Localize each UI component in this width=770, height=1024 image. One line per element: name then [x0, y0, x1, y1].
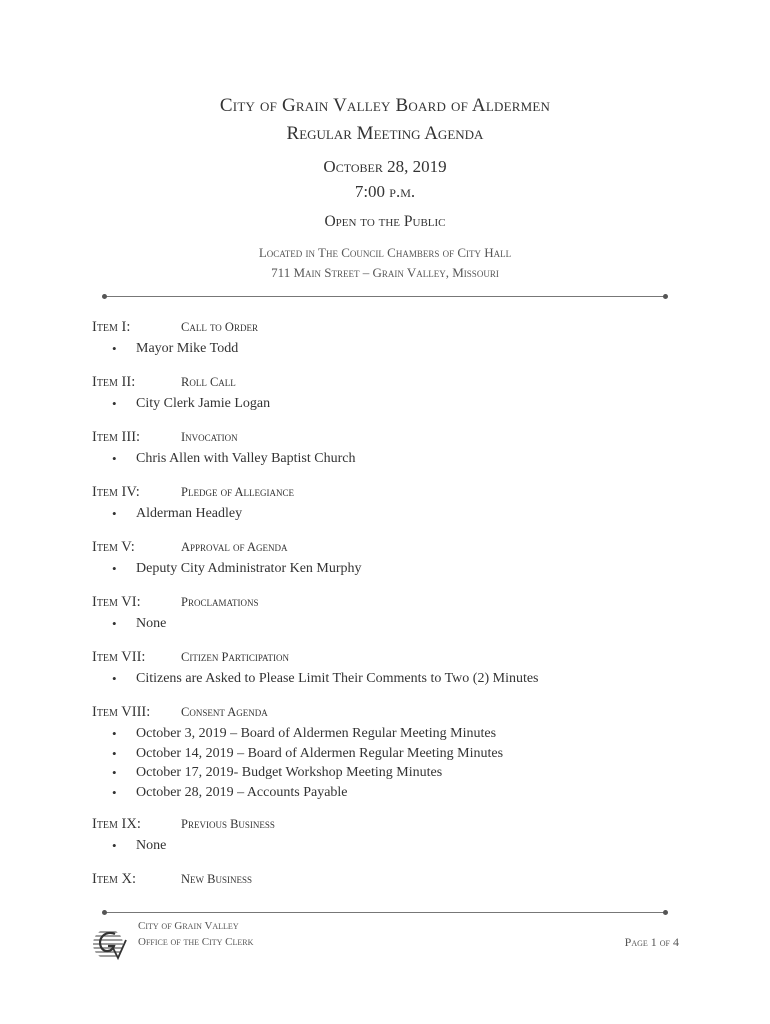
open-to-public-notice: Open to the Public [324, 213, 446, 230]
agenda-bullet: • Deputy City Administrator Ken Murphy [92, 559, 692, 579]
page-number: Page 1 of 4 [624, 935, 679, 949]
agenda-bullet: • Chris Allen with Valley Baptist Church [92, 449, 692, 469]
agenda-item [92, 319, 692, 359]
agenda-item-number: Item X: [92, 871, 137, 887]
agenda-item-number: Item I: [92, 319, 131, 335]
agenda-item-title: Pledge of Allegiance [181, 485, 295, 499]
agenda-bullet: • Citizens are Asked to Please Limit Their Comments to Two (2) Minutes [92, 669, 692, 689]
agenda-bullet: • October 17, 2019- Budget Workshop Meeting Minutes [92, 763, 692, 783]
agenda-item-title: Consent Agenda [181, 705, 268, 719]
agenda-item [92, 539, 692, 579]
agenda-item-title: Proclamations [181, 595, 259, 609]
document-subtitle: Regular Meeting Agenda [286, 123, 484, 144]
agenda-item [92, 374, 692, 414]
header-divider [104, 296, 666, 297]
agenda-item-title: Previous Business [181, 817, 275, 831]
agenda-item-header [92, 594, 692, 614]
agenda-item-title: Approval of Agenda [181, 540, 288, 554]
city-seal-logo-icon [88, 922, 132, 966]
agenda-item-number: Item II: [92, 374, 136, 390]
agenda-item-number: Item VII: [92, 649, 146, 665]
agenda-bullet: • October 3, 2019 – Board of Aldermen Regular Meeting Minutes [92, 724, 692, 744]
location-line-1: Located in The Council Chambers of City Hall [258, 245, 512, 260]
footer-divider [104, 912, 666, 913]
agenda-item-header [92, 484, 692, 504]
agenda-item-header [92, 429, 692, 449]
agenda-item-title: New Business [181, 872, 252, 886]
agenda-item-number: Item V: [92, 539, 135, 555]
location-line-2: 711 Main Street – Grain Valley, Missouri [271, 265, 499, 280]
agenda-item-title: Call to Order [181, 320, 258, 334]
agenda-item-number: Item VIII: [92, 704, 151, 720]
agenda-item-title: Invocation [181, 430, 238, 444]
agenda-item-bullets [92, 559, 692, 579]
agenda-bullet: • October 14, 2019 – Board of Aldermen Regular Meeting Minutes [92, 744, 692, 764]
footer-city-name: City of Grain Valley [138, 920, 239, 932]
agenda-item-title: Citizen Participation [181, 650, 290, 664]
agenda-item-number: Item III: [92, 429, 141, 445]
agenda-item-bullets [92, 394, 692, 414]
agenda-item-bullets [92, 339, 692, 359]
agenda-item [92, 429, 692, 469]
agenda-item-bullets [92, 669, 692, 689]
meeting-date: October 28, 2019 [323, 157, 447, 176]
agenda-bullet: • None [92, 836, 692, 856]
agenda-item-header [92, 319, 692, 339]
agenda-item-number: Item IX: [92, 816, 141, 832]
agenda-item-bullets [92, 449, 692, 469]
agenda-item-number: Item VI: [92, 594, 141, 610]
agenda-item [92, 871, 692, 891]
meeting-time: 7:00 p.m. [354, 182, 416, 201]
agenda-item-header [92, 374, 692, 394]
agenda-bullet: • October 28, 2019 – Accounts Payable [92, 783, 692, 803]
agenda-item-header [92, 704, 692, 724]
agenda-item-header [92, 539, 692, 559]
agenda-item-title: Roll Call [181, 375, 236, 389]
agenda-item-bullets [92, 614, 692, 634]
agenda-item-bullets [92, 504, 692, 524]
footer-office-name: Office of the City Clerk [138, 936, 254, 948]
agenda-item [92, 704, 692, 802]
agenda-item-bullets [92, 836, 692, 856]
agenda-bullet: • Alderman Headley [92, 504, 692, 524]
agenda-bullet: • City Clerk Jamie Logan [92, 394, 692, 414]
agenda-item [92, 484, 692, 524]
agenda-item [92, 649, 692, 689]
agenda-item [92, 816, 692, 856]
agenda-bullet: • Mayor Mike Todd [92, 339, 692, 359]
document-title: City of Grain Valley Board of Aldermen [219, 95, 551, 116]
agenda-item-number: Item IV: [92, 484, 140, 500]
agenda-item [92, 594, 692, 634]
agenda-item-header [92, 649, 692, 669]
agenda-item-header [92, 816, 692, 836]
agenda-bullet: • None [92, 614, 692, 634]
agenda-item-header [92, 871, 692, 891]
agenda-item-bullets [92, 724, 692, 802]
